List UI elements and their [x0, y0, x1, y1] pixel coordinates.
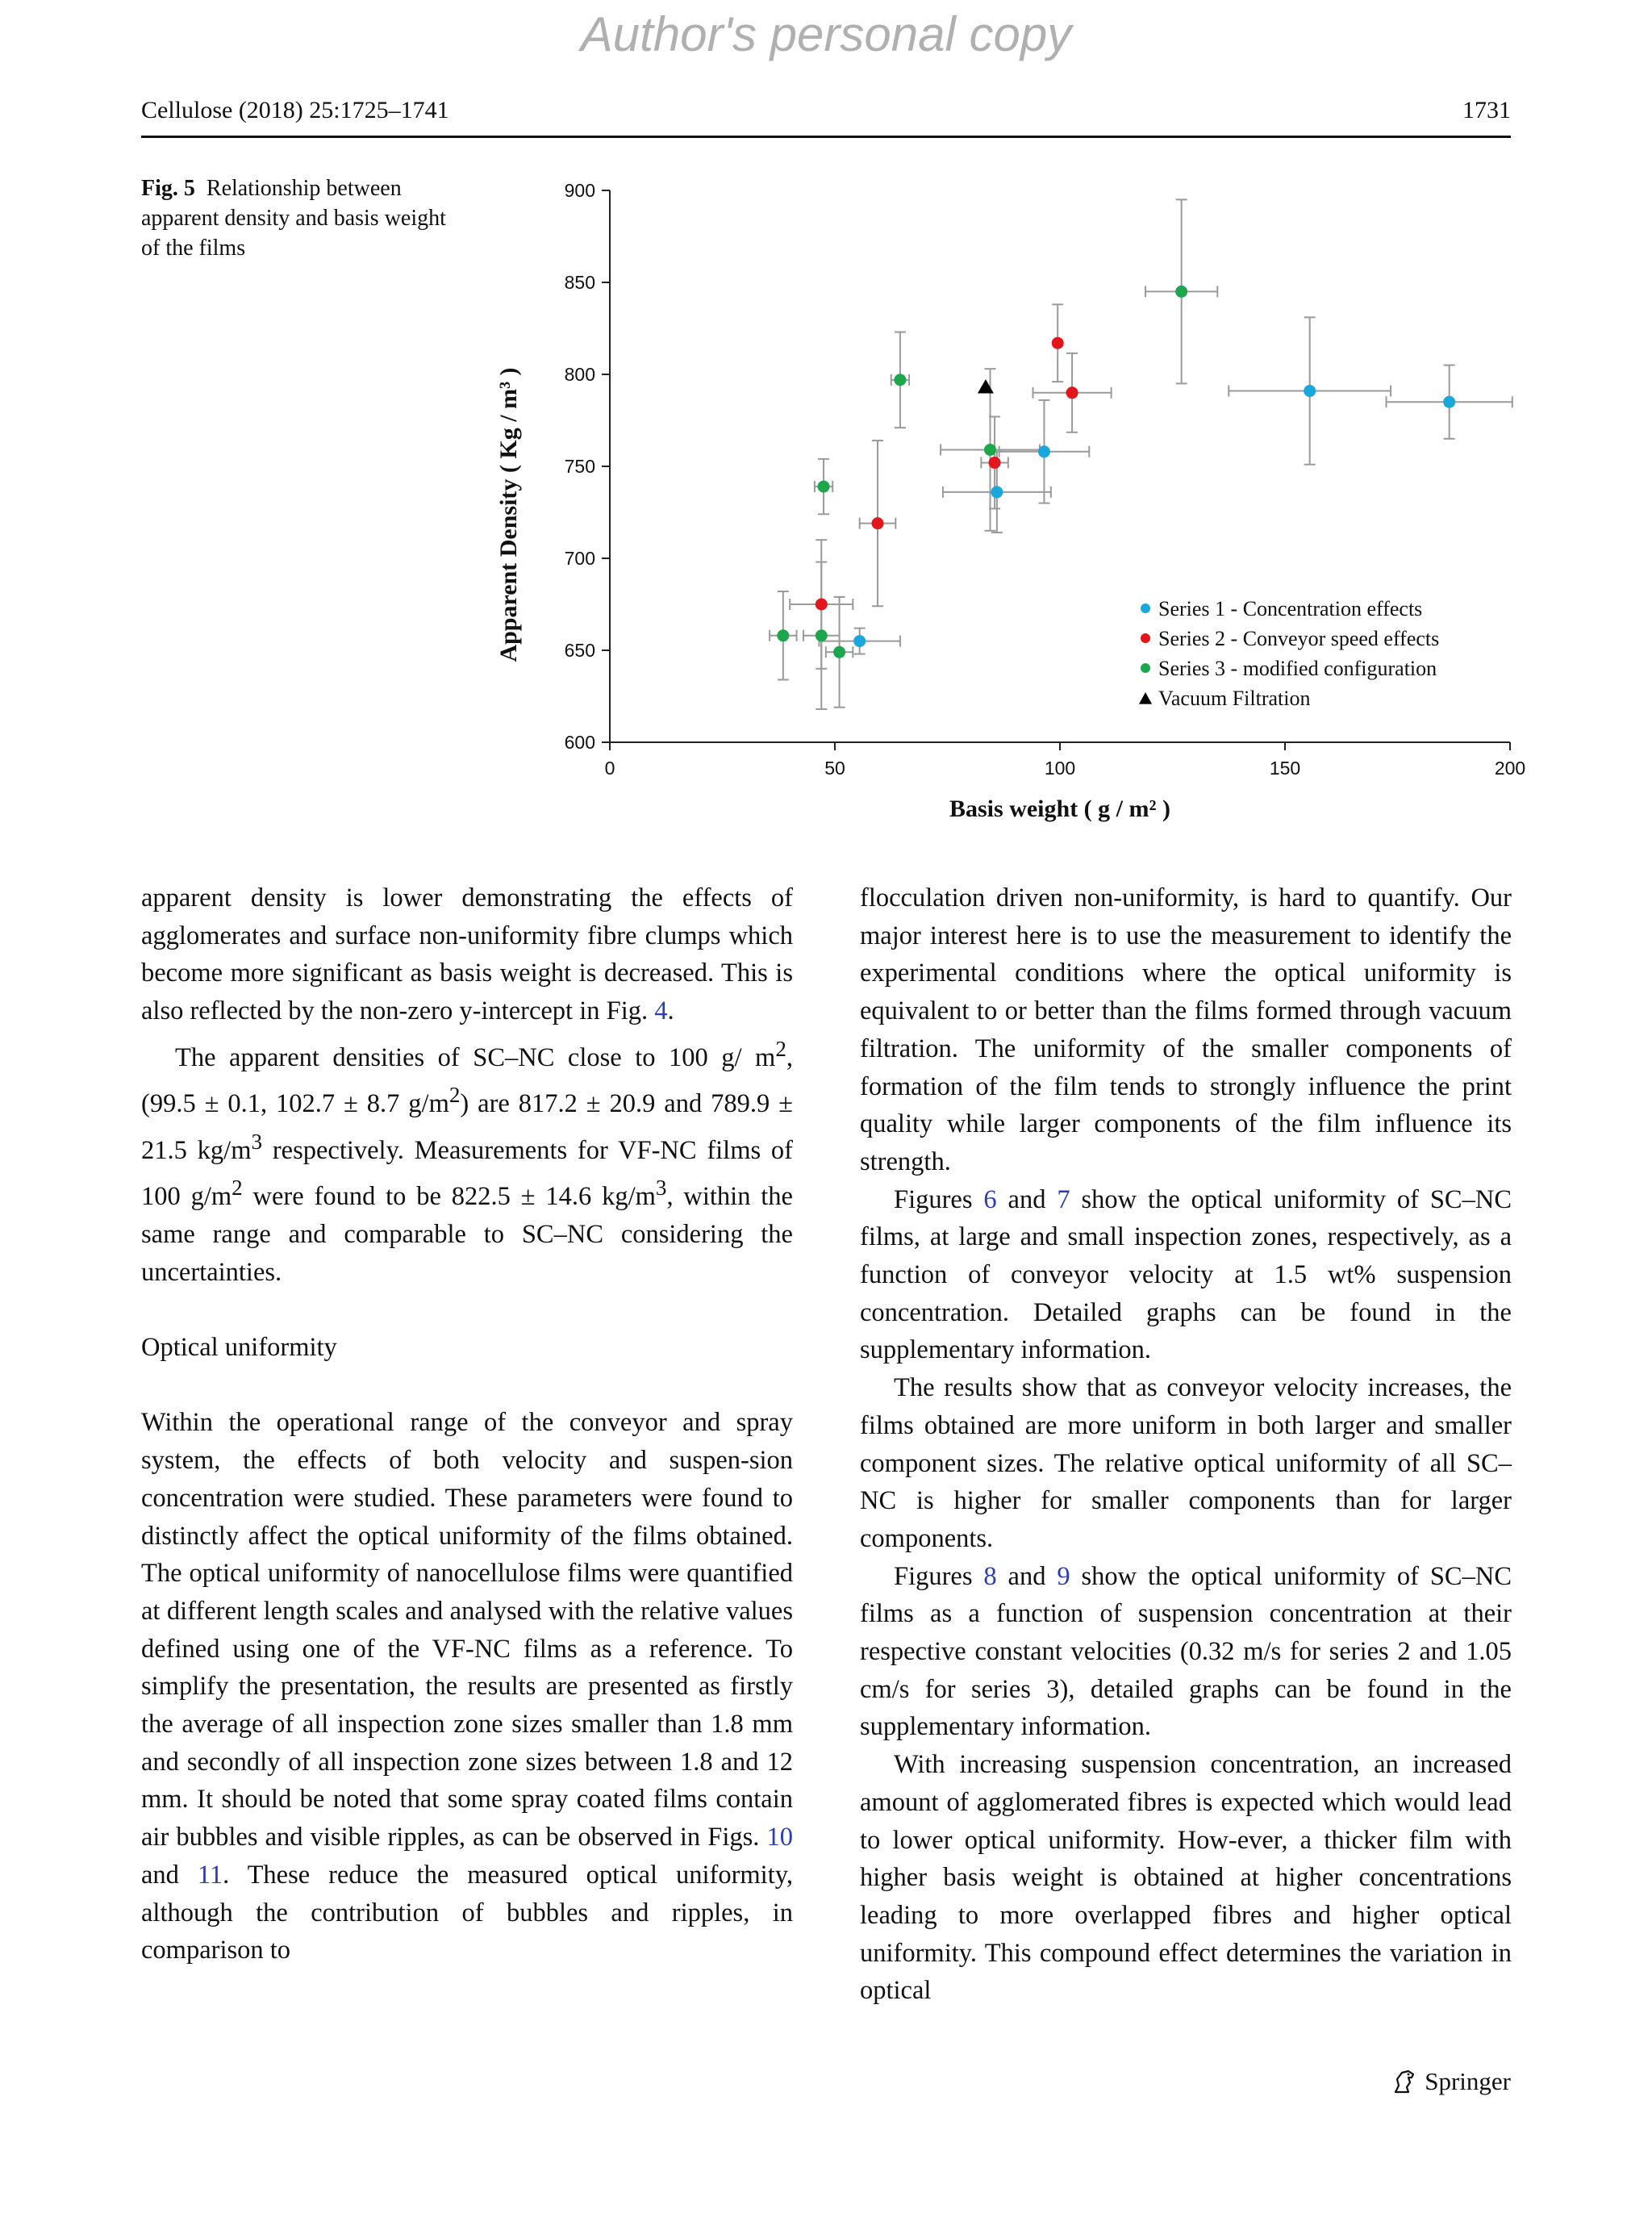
section-heading: Optical uniformity — [141, 1333, 337, 1363]
legend-marker — [1141, 663, 1150, 673]
data-point — [872, 517, 884, 529]
paragraph: The results show that as conveyor velocity increases, the films obtained are more uniform in both larger and smaller component sizes. The relative optical uniformity of all SC–NC is higher for smaller components than for larger components. — [860, 1373, 1512, 1553]
data-point — [816, 599, 828, 611]
data-point-triangle — [978, 379, 994, 394]
y-tick-label: 750 — [564, 456, 595, 477]
paragraph: Within the operational range of the conveyor and spray system, the effects of both velocity and suspen-sion concentration were studied. These parameters were found to distinctly affect the optical uniformity of the films obtained. The optical uniformity of nanocellulose films were quantified at different length scales and analysed with the relative values defined using one of the VF-NC films as a reference. To simplify the presentation, the results are presented as firstly the average of all inspection zone sizes smaller than 1.8 mm and secondly of all inspection zone sizes between 1.8 and 12 mm. It should be noted that some spray coated films contain air bubbles and visible ripples, as can be observed in Figs. 10 and 11. These reduce the measured optical uniformity, although the contribution of bubbles and ripples, in comparison to — [141, 1408, 793, 1965]
right-column — [860, 879, 1512, 2010]
x-tick-label: 100 — [1044, 758, 1076, 779]
y-tick-label: 800 — [564, 364, 595, 385]
figure-caption-text: Relationship between apparent density and basis weight of the films — [141, 176, 446, 261]
data-point — [991, 486, 1003, 498]
figure-caption — [141, 173, 464, 263]
paragraph: Figures 6 and 7 show the optical uniformity of SC–NC films, at large and small inspection zones, respectively, as a function of conveyor velocity at 1.5 wt% suspension concentration. Detailed graphs can be found in the supplementary information. — [860, 1184, 1512, 1365]
x-tick-label: 200 — [1494, 758, 1526, 779]
left-column — [141, 879, 793, 1969]
figure-ref-link[interactable]: 10 — [766, 1823, 793, 1852]
legend-marker — [1141, 633, 1150, 643]
data-point — [853, 635, 866, 647]
data-point — [1066, 386, 1078, 399]
publisher-logo — [1391, 2067, 1511, 2096]
legend-marker — [1141, 603, 1150, 613]
legend-label: Series 2 - Conveyor speed effects — [1158, 627, 1440, 650]
data-point — [818, 481, 830, 493]
data-point — [1175, 286, 1187, 298]
watermark: Author's personal copy — [580, 7, 1072, 61]
springer-horse-icon — [1391, 2068, 1418, 2095]
y-tick-label: 700 — [564, 548, 595, 569]
figure-ref-link[interactable]: 7 — [1057, 1184, 1070, 1214]
paragraph: flocculation driven non-uniformity, is hard to quantify. Our major interest here is to use the measurement to identify the experimental conditions where the optical uniformity is equivalent to or better than the films formed through vacuum filtration. The uniformity of the smaller components of formation of the film tends to strongly influence the print quality while larger components of the film influence its strength. — [860, 883, 1512, 1176]
data-point — [1052, 337, 1064, 349]
y-tick-label: 900 — [564, 180, 595, 201]
data-point — [989, 457, 1001, 469]
figure-ref-link[interactable]: 8 — [983, 1561, 997, 1591]
data-point — [816, 629, 828, 641]
y-tick-label: 600 — [564, 732, 595, 753]
header-rule — [141, 136, 1511, 138]
page-number: 1731 — [1462, 97, 1511, 123]
data-point — [894, 374, 906, 386]
data-point — [984, 444, 996, 456]
data-point — [777, 629, 789, 641]
legend-label: Series 3 - modified configuration — [1158, 657, 1437, 680]
legend-label: Series 1 - Concentration effects — [1158, 597, 1423, 620]
scatter-chart — [484, 161, 1533, 839]
x-axis-title: Basis weight ( g / m² ) — [949, 796, 1170, 822]
paragraph: With increasing suspension concentration, an increased amount of agglomerated fibres is expected which would lead to lower optical uniformity. How-ever, a thicker film with higher basis weight is obtained at higher concentrations leading to more overlapped fibres and higher optical uniformity. This compound effect determines the variation in optical — [860, 1750, 1512, 2006]
paragraph: The apparent densities of SC–NC close to 100 g/ $m^2$, (99.5 ± 0.1, 102.7 ± 8.7 $g/m^2$) are 817.2 ± 20.9 and 789.9 ± 21.5 $kg/m^3$ respectively. Measurements for VF-NC films of 100 $g/m^2$ were found to be 822.5 ± 14.6 $kg/m^3$, within the same range and comparable to SC–NC considering the uncertainties. — [141, 1036, 794, 1287]
figure-ref-link[interactable]: 6 — [983, 1184, 997, 1214]
data-point — [833, 646, 845, 658]
legend-marker-triangle — [1139, 692, 1152, 704]
data-point — [1443, 396, 1455, 408]
figure-label: Fig. 5 — [141, 176, 195, 201]
data-point — [1304, 385, 1316, 397]
figure-ref-link[interactable]: 4 — [654, 996, 668, 1026]
y-tick-label: 650 — [564, 640, 595, 661]
y-tick-label: 850 — [564, 272, 595, 293]
publisher-name: Springer — [1425, 2067, 1511, 2095]
figure-ref-link[interactable]: 11 — [197, 1860, 223, 1890]
paragraph: apparent density is lower demonstrating the effects of agglomerates and surface non-uniformity fibre clumps which become more significant as basis weight is decreased. This is also reflected by the non-zero y-intercept in Fig. 4. — [141, 883, 793, 1026]
data-point — [1038, 445, 1050, 457]
chart-legend — [1139, 597, 1439, 710]
x-tick-label: 50 — [824, 758, 845, 779]
paragraph: Figures 8 and 9 show the optical uniformity of SC–NC films as a function of suspension concentration at their respective constant velocities (0.32 m/s for series 2 and 1.05 cm/s for series 3), detailed graphs can be found in the supplementary information. — [860, 1561, 1512, 1742]
x-tick-label: 150 — [1269, 758, 1301, 779]
figure-ref-link[interactable]: 9 — [1057, 1561, 1070, 1591]
running-head: Cellulose (2018) 25:1725–1741 — [141, 97, 449, 123]
x-tick-label: 0 — [604, 758, 615, 779]
y-axis-title: Apparent Density ( Kg / m³ ) — [495, 367, 522, 662]
legend-label: Vacuum Filtration — [1158, 687, 1311, 710]
